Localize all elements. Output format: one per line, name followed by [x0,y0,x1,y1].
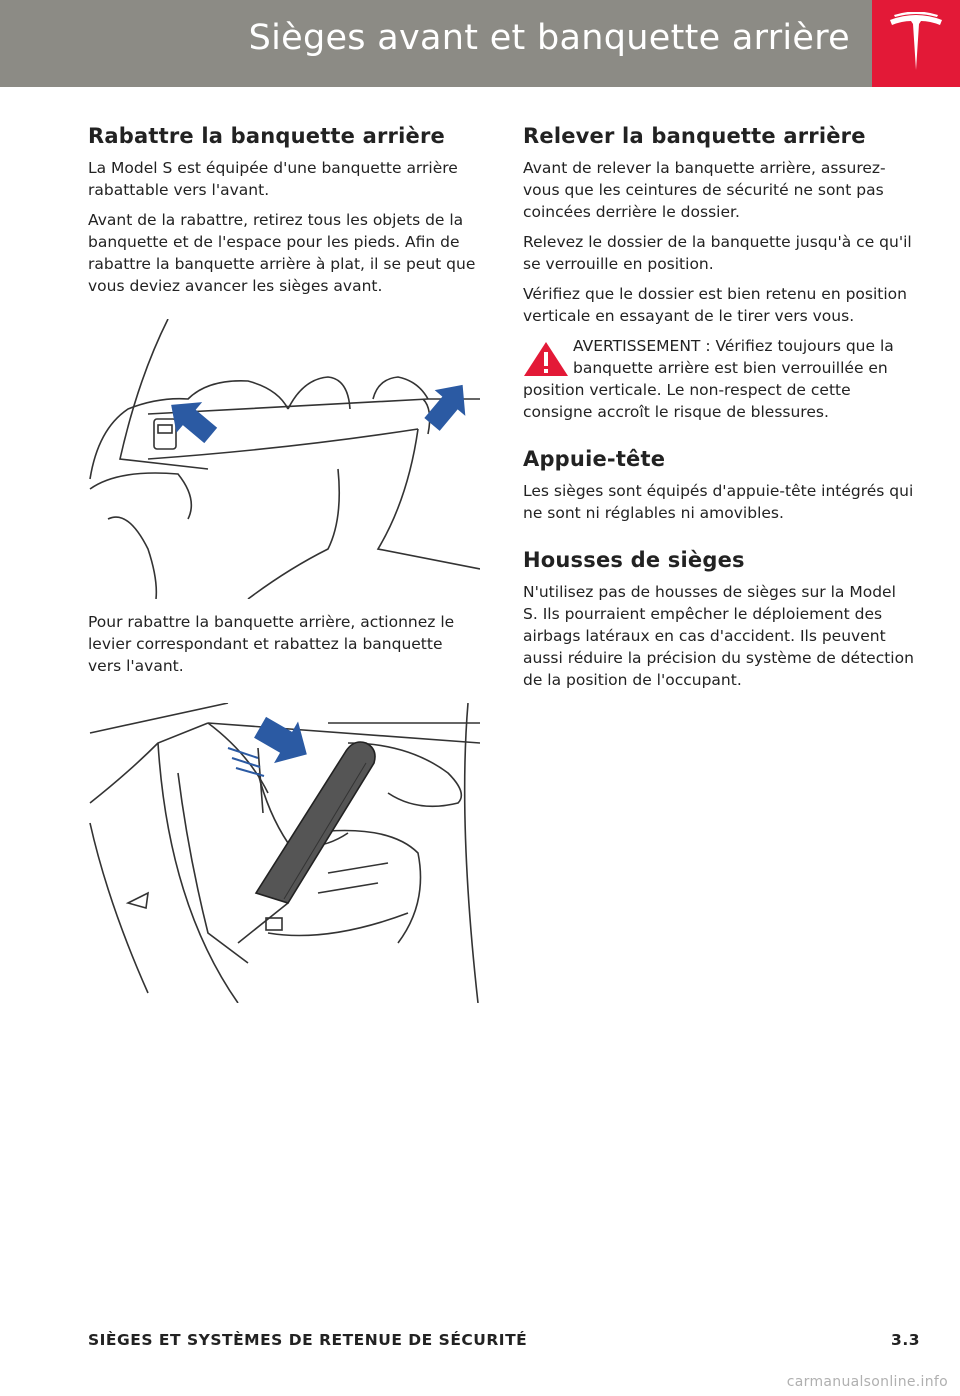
right-column [523,124,915,699]
section-heading-fold: Rabattre la banquette arrière [88,124,445,148]
watermark: carmanualsonline.info [786,1374,948,1390]
brand-logo-box [872,0,960,87]
warning-text: AVERTISSEMENT : Vérifiez toujours que la banquette arrière est bien verrouillée en position verticale. Le non-respect de cette consigne accroît le risque de blessures. [523,337,894,421]
paragraph: Vérifiez que le dossier est bien retenu en position verticale en essayant de le tirer vers vous. [523,285,907,325]
section-heading-raise: Relever la banquette arrière [523,124,866,148]
paragraph: Relevez le dossier de la banquette jusqu'à ce qu'il se verrouille en position. [523,233,912,273]
blue-arrow-icon [417,373,480,437]
section-heading-seat-covers: Housses de sièges [523,548,745,572]
warning-triangle-icon [523,341,569,377]
illustration-seat-folding-forward [88,703,480,1003]
paragraph: La Model S est équipée d'une banquette arrière rabattable vers l'avant. [88,159,458,199]
warning-box [523,335,915,423]
paragraph: N'utilisez pas de housses de sièges sur la Model S. Ils pourraient empêcher le déploiement des airbags latéraux en cas d'accident. Ils peuvent aussi réduire la précision du système de détection de la position de l'occupant. [523,583,914,689]
paragraph: Pour rabattre la banquette arrière, actionnez le levier correspondant et rabattez la banquette vers l'avant. [88,613,455,675]
paragraph: Avant de relever la banquette arrière, assurez-vous que les ceintures de sécurité ne sont pas coincées derrière le dossier. [523,159,886,221]
page-header-bar [0,0,872,87]
footer-section-title: SIÈGES ET SYSTÈMES DE RETENUE DE SÉCURITÉ [88,1331,528,1349]
left-column [88,124,480,1013]
tesla-logo-icon [886,12,946,74]
paragraph: Les sièges sont équipés d'appuie-tête intégrés qui ne sont ni réglables ni amovibles. [523,482,914,522]
page-title: Sièges avant et banquette arrière [248,18,850,58]
paragraph: Avant de la rabattre, retirez tous les objets de la banquette et de l'espace pour les pieds. Afin de rabattre la banquette arrière à plat, il se peut que vous deviez avancer les sièges avant. [88,211,476,295]
illustration-seat-release-levers [88,319,480,599]
section-heading-headrest: Appuie-tête [523,447,666,471]
page-number: 3.3 [891,1331,920,1349]
